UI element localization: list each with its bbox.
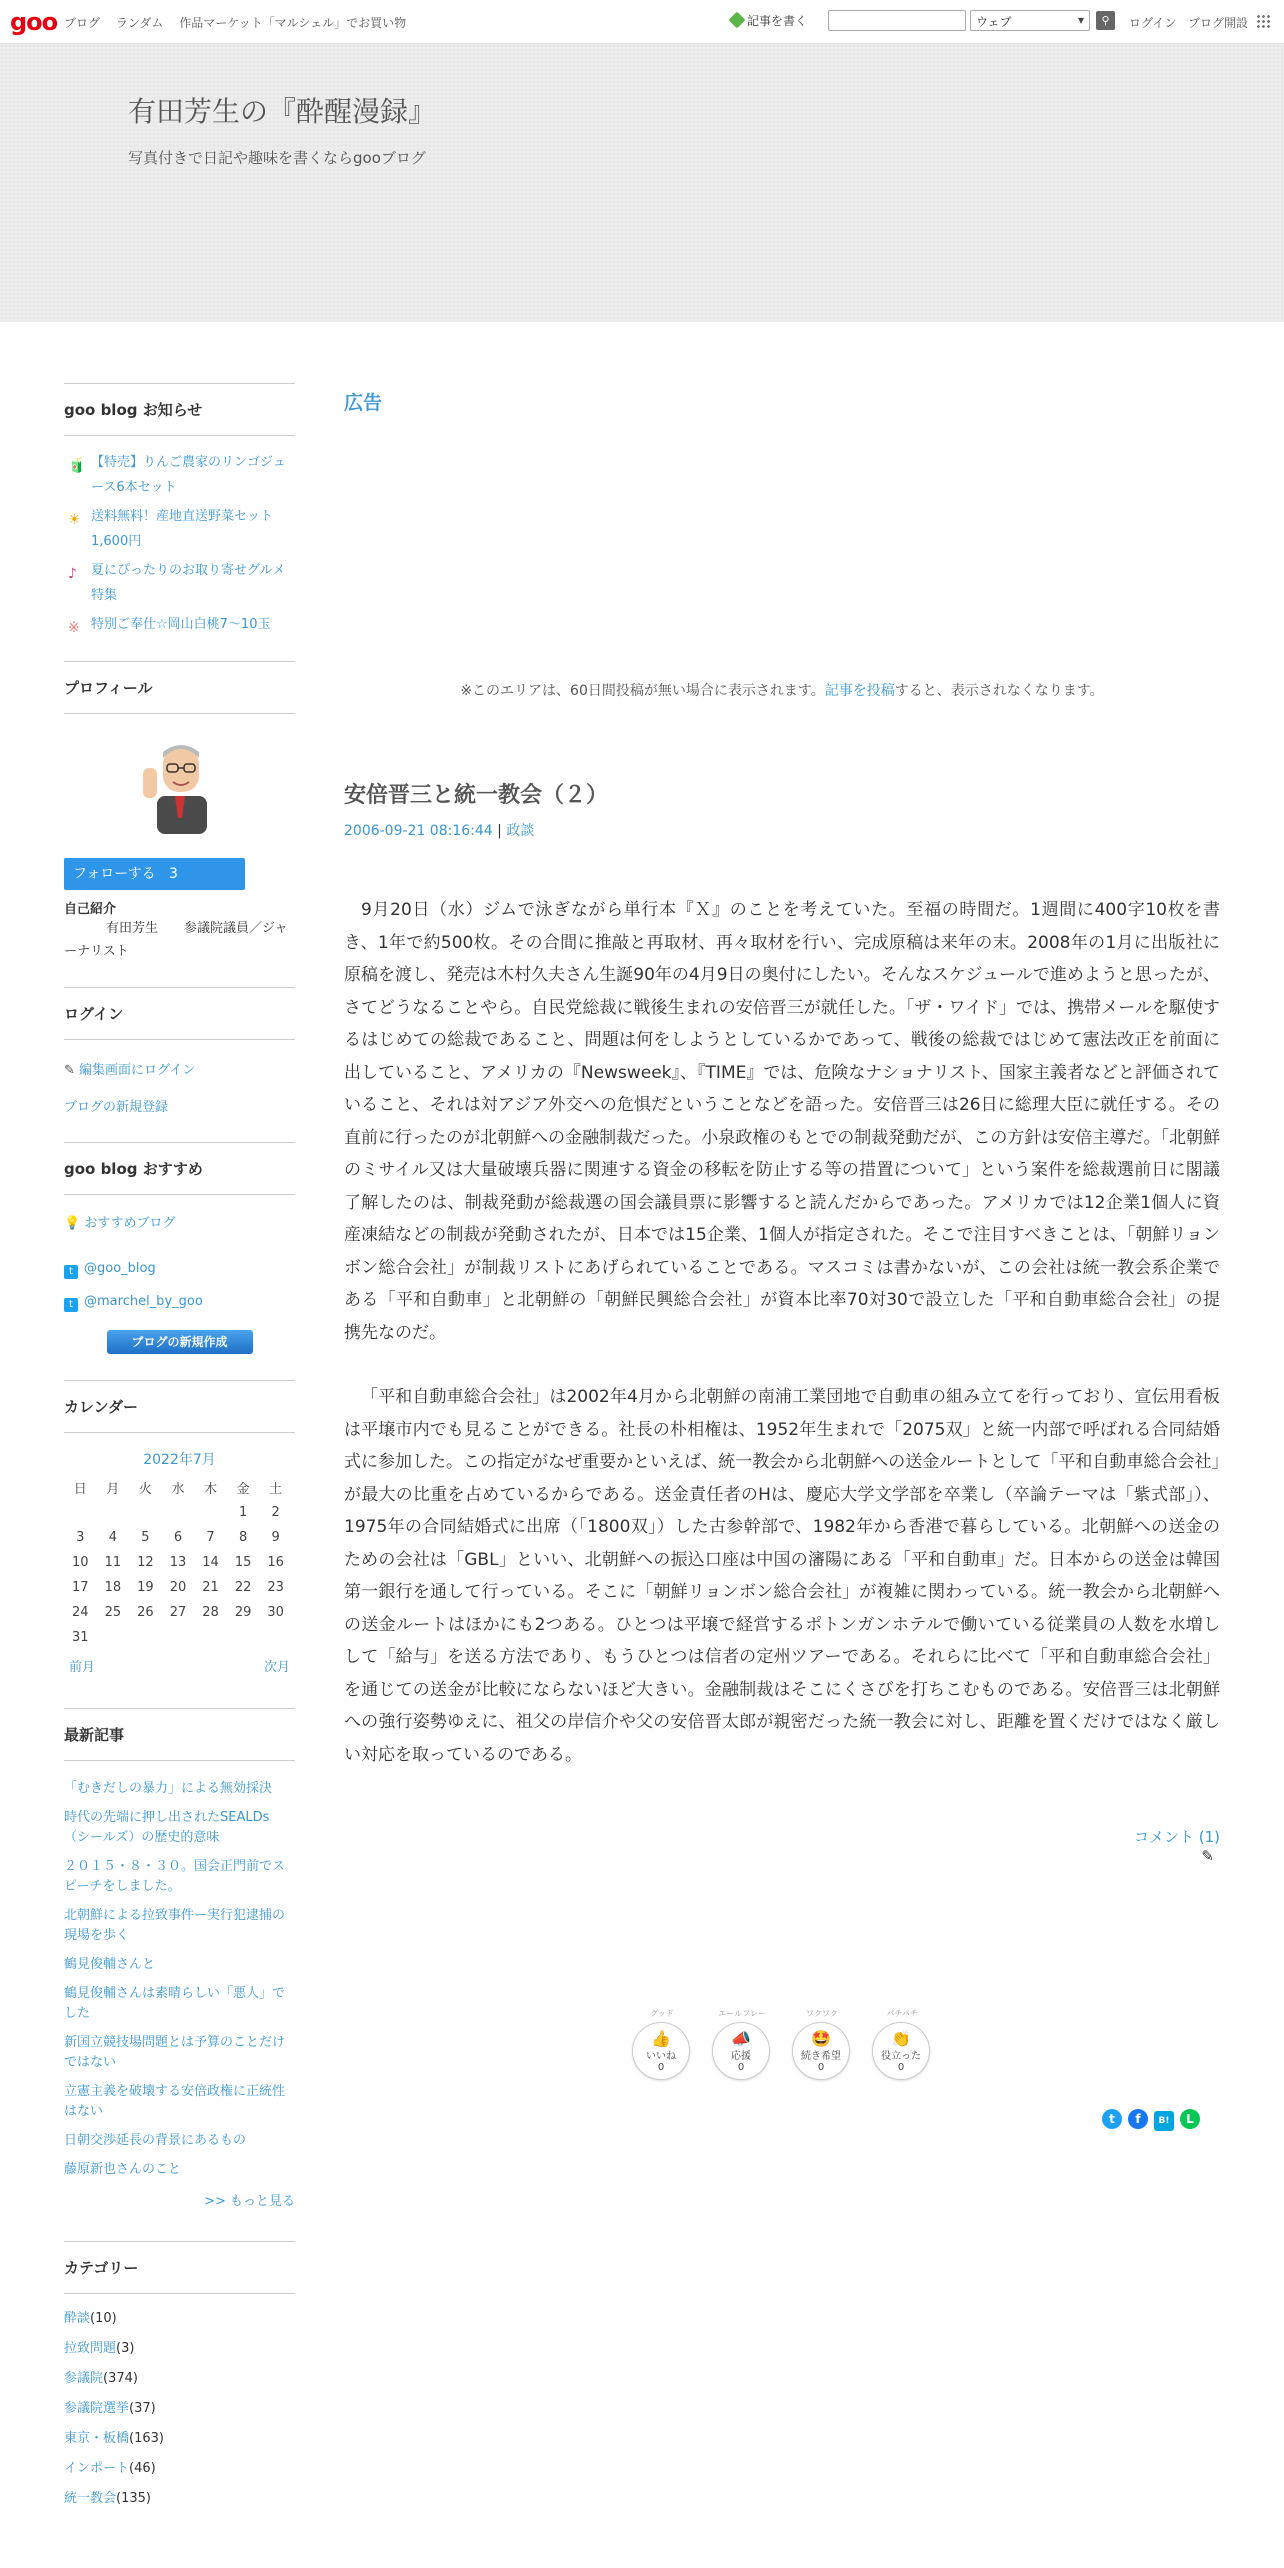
weekday: 日 xyxy=(73,1482,87,1497)
calendar-day: 20 xyxy=(169,1580,187,1595)
recent-link[interactable]: 時代の先端に押し出されたSEALDs（シールズ）の歴史的意味 xyxy=(64,1810,270,1845)
recommend-blog-label[interactable]: おすすめブログ xyxy=(84,1216,176,1231)
calendar-day: 17 xyxy=(72,1580,89,1595)
recent-item[interactable] xyxy=(64,1779,295,1799)
profile-heading: プロフィール xyxy=(64,661,295,714)
calendar-nav xyxy=(64,1656,295,1682)
calendar-day: 14 xyxy=(202,1555,219,1570)
reaction-count: 0 xyxy=(817,2062,825,2073)
calendar-day: 29 xyxy=(234,1605,252,1620)
calendar-day xyxy=(162,1500,195,1525)
calendar-prev-link[interactable]: 前月 xyxy=(69,1660,96,1675)
calendar-day: 12 xyxy=(137,1555,154,1570)
avatar xyxy=(135,738,225,834)
calendar-day: 31 xyxy=(72,1630,89,1645)
calendar-day: 22 xyxy=(234,1580,252,1595)
reaction-useful[interactable] xyxy=(872,2008,932,2080)
nav-marchel[interactable]: 作品マーケット「マルシェル」でお買い物 xyxy=(179,16,407,30)
entry-meta xyxy=(344,820,1220,840)
calendar-day: 26 xyxy=(137,1605,154,1620)
category-link[interactable]: 酔談 xyxy=(64,2311,91,2326)
calendar-day: 5 xyxy=(141,1530,150,1545)
calendar-day: 9 xyxy=(271,1530,280,1545)
pen-icon xyxy=(729,12,746,29)
recent-link[interactable]: 鶴見俊輔さんは素晴らしい「悪人」でした xyxy=(64,1986,286,2021)
calendar-month[interactable] xyxy=(64,1449,295,1469)
top-nav xyxy=(64,14,418,31)
category-count: (37) xyxy=(129,2401,156,2416)
notice-link[interactable]: 送料無料！産地直送野菜セット1,600円 xyxy=(91,509,274,549)
calendar-day: 4 xyxy=(108,1530,117,1545)
calendar-day xyxy=(129,1500,162,1525)
notice-item[interactable] xyxy=(64,450,295,500)
edit-login-link[interactable] xyxy=(64,1058,295,1083)
weekday: 月 xyxy=(106,1482,120,1497)
twitter-icon[interactable]: t xyxy=(1102,2109,1122,2129)
notice-link[interactable]: 夏にぴったりのお取り寄せグルメ特集 xyxy=(91,563,286,603)
recommend-list xyxy=(64,1195,295,1374)
reaction-top-label: ワクワク xyxy=(806,2009,838,2018)
calendar-day xyxy=(162,1625,195,1650)
calendar-day: 24 xyxy=(72,1605,89,1620)
category-count: (10) xyxy=(90,2311,117,2326)
pen-icon: ✎ xyxy=(64,1063,80,1078)
thumbs-up-icon: 👍 xyxy=(651,2029,671,2048)
reaction-bar xyxy=(632,2008,942,2088)
category-link[interactable]: 拉致問題 xyxy=(64,2341,117,2356)
post-article-link[interactable]: 記事を投稿 xyxy=(824,683,895,699)
category-item[interactable] xyxy=(64,2334,295,2364)
notice-item[interactable] xyxy=(64,612,295,637)
calendar-day: 15 xyxy=(234,1555,252,1570)
category-item[interactable] xyxy=(64,2304,295,2334)
blog-title[interactable]: 有田芳生の『酔醒漫録』 xyxy=(128,95,437,128)
reaction-top-label: パチパチ xyxy=(886,2009,918,2018)
weekday: 火 xyxy=(138,1482,152,1497)
calendar-day: 13 xyxy=(169,1555,187,1570)
recommend-blog-link[interactable] xyxy=(64,1211,295,1236)
main-content xyxy=(344,383,1220,1865)
calendar-day: 27 xyxy=(169,1605,187,1620)
ad-note-text: すると、表示されなくなります。 xyxy=(894,683,1104,699)
weekday: 土 xyxy=(269,1482,283,1497)
recent-more-link[interactable]: >> もっと見る xyxy=(204,2194,295,2209)
megaphone-icon: 📣 xyxy=(731,2029,751,2048)
reaction-top-label: エールフレー xyxy=(718,2009,766,2018)
recent-link[interactable]: 北朝鮮による拉致事件ー実行犯逮捕の現場を歩く xyxy=(64,1908,286,1943)
calendar-day: 8 xyxy=(238,1530,248,1545)
recent-item[interactable] xyxy=(64,2033,295,2073)
new-blog-link[interactable]: ブログの新規登録 xyxy=(64,1100,169,1115)
notice-link[interactable]: 特別ご奉仕☆岡山白桃7〜10玉 xyxy=(91,617,271,632)
entry-separator: | xyxy=(492,823,507,839)
category-count: (135) xyxy=(116,2491,151,2506)
notice-list xyxy=(64,436,295,661)
recent-item[interactable] xyxy=(64,1857,295,1897)
category-link[interactable]: 東京・板橋 xyxy=(64,2431,130,2446)
recent-link[interactable]: 新国立競技場問題とは予算のことだけではない xyxy=(64,2035,286,2070)
clap-icon: 👏 xyxy=(891,2029,911,2048)
entry-date-link[interactable]: 2006-09-21 08:16:44 xyxy=(344,823,493,839)
calendar-day xyxy=(194,1625,227,1650)
nav-random[interactable]: ランダム xyxy=(115,16,164,30)
recent-link[interactable]: 立憲主義を破壊する安倍政権に正統性はない xyxy=(64,2084,286,2119)
category-count: (163) xyxy=(129,2431,164,2446)
calendar-day: 21 xyxy=(202,1580,219,1595)
notice-heading: goo blog お知らせ xyxy=(64,383,295,436)
entry-paragraph: 「平和自動車総合会社」は2002年4月から北朝鮮の南浦工業団地で自動車の組み立てを行っており、宣伝用看板は平壌市内でも見ることができる。社長の朴相権は、1952年生まれで「2075双」と統一内部で呼ばれる合同結婚式に参加した。この指定がなぜ重要かといえば、統一教会から北朝鮮への送金ルートとして「平和自動車総合会社」が最大の比重を占めているからである。送金責任者のHは、慶応大学文学部を卒業し（卒論テーマは「紫式部」）、1975年の合同結婚式に出席（「1800双」）した古参幹部で、1982年から香港で暮らしている。北朝鮮への送金のための会社は「GBL」といい、北朝鮮への振込口座は中国の瀋陽にある「平和自動車」だ。日本からの送金は韓国第一銀行を通して行っている。そこに「朝鮮リョンボン総合会社」が複雑に関わっている。統一教会から北朝鮮への送金ルートはほかにも2つある。ひとつは平壌で経営するポトンガンホテルで働いている従業員の人数を水増しして「給与」を送る方法であり、もうひとつは信者の定州ツアーである。それらに比べて「平和自動車総合会社」を通じての送金が比較にならないほど大きい。金融制裁はそこにくさびを打ちこむものである。安倍晋三は北朝鮮への強行姿勢ゆえに、祖父の岸信介や父の安倍晋太郎が親密だった統一教会に対し、距離を置くだけではなく厳しい対応を取っているのである。 xyxy=(344,1387,1220,1765)
recent-item[interactable] xyxy=(64,2082,295,2122)
open-blog-link[interactable]: ブログ開設 xyxy=(1188,16,1249,30)
calendar-day: 25 xyxy=(104,1605,122,1620)
twitter-label[interactable]: @marchel_by_goo xyxy=(84,1294,203,1309)
sun-icon: ☀ xyxy=(68,512,81,528)
recent-item[interactable] xyxy=(64,2160,295,2180)
recent-link[interactable]: 藤原新也さんのこと xyxy=(64,2162,182,2177)
notice-link[interactable]: 【特売】りんご農家のリンゴジュース6本セット xyxy=(91,455,286,495)
follow-label: フォローする xyxy=(73,866,156,882)
blog-header xyxy=(0,44,1284,322)
ad-heading: 広告 xyxy=(344,392,383,414)
category-item[interactable] xyxy=(64,2484,295,2514)
category-count: (46) xyxy=(129,2461,156,2476)
calendar-day: 30 xyxy=(267,1605,284,1620)
recent-item[interactable] xyxy=(64,2131,295,2151)
write-article-button[interactable] xyxy=(731,12,807,29)
search-scope-select[interactable]: ウェブ ▾ xyxy=(970,10,1090,31)
bulb-icon: 💡 xyxy=(64,1216,85,1231)
calendar-day: 11 xyxy=(104,1555,122,1570)
peach-icon: ※ xyxy=(68,620,80,636)
category-item[interactable] xyxy=(64,2424,295,2454)
search-input[interactable] xyxy=(828,10,966,31)
reaction-cheer[interactable] xyxy=(712,2008,772,2080)
recent-item[interactable] xyxy=(64,1984,295,2024)
star-eyes-icon: 🤩 xyxy=(811,2029,831,2048)
reaction-like[interactable] xyxy=(632,2008,692,2080)
twitter-link[interactable] xyxy=(64,1289,295,1314)
music-icon: ♪ xyxy=(68,566,77,582)
recent-link[interactable]: ２０１５・８・３０。国会正門前でスピーチをしました。 xyxy=(64,1859,286,1894)
recent-item[interactable] xyxy=(64,1906,295,1946)
calendar-day: 28 xyxy=(202,1605,219,1620)
intro-text: 有田芳生 参議院議員／ジャーナリスト xyxy=(64,921,288,959)
top-bar xyxy=(0,0,1284,44)
reaction-label: 役立った xyxy=(881,2051,921,2062)
category-link[interactable]: 統一教会 xyxy=(64,2491,117,2506)
weekday: 金 xyxy=(236,1482,250,1497)
calendar-day xyxy=(259,1625,292,1650)
calendar-day: 23 xyxy=(267,1580,284,1595)
recent-list xyxy=(64,1761,295,2231)
calendar-day: 6 xyxy=(173,1530,183,1545)
category-list xyxy=(64,2294,295,2514)
category-count: (3) xyxy=(116,2341,135,2356)
reaction-count: 0 xyxy=(737,2062,745,2073)
recent-link[interactable]: 日朝交渉延長の背景にあるもの xyxy=(64,2133,247,2148)
reaction-count: 0 xyxy=(657,2062,665,2073)
new-blog-button[interactable]: ブログの新規作成 xyxy=(107,1330,253,1354)
calendar-day xyxy=(129,1625,162,1650)
calendar-day: 16 xyxy=(267,1555,284,1570)
weekday: 水 xyxy=(171,1482,185,1497)
category-heading: カテゴリー xyxy=(64,2241,295,2294)
juice-icon: 🧃 xyxy=(68,458,86,474)
reaction-label: 応援 xyxy=(731,2051,751,2062)
twitter-link[interactable] xyxy=(64,1256,295,1281)
reaction-top-label: グッド xyxy=(650,2009,674,2018)
category-item[interactable] xyxy=(64,2454,295,2484)
reaction-label: 続き希望 xyxy=(801,2051,841,2062)
calendar-day xyxy=(97,1500,130,1525)
calendar-day: 19 xyxy=(137,1580,154,1595)
twitter-icon: t xyxy=(64,1265,78,1279)
share-bar xyxy=(1096,2109,1200,2131)
twitter-icon: t xyxy=(64,1298,78,1312)
recent-link[interactable]: 「むきだしの暴力」による無効採決 xyxy=(64,1781,273,1796)
reaction-label: いいね xyxy=(646,2051,676,2062)
edit-pen-icon[interactable]: ✎ xyxy=(1201,1847,1214,1865)
calendar-day xyxy=(194,1500,227,1525)
calendar-month-link[interactable]: 2022年7月 xyxy=(143,1452,216,1468)
reaction-more[interactable] xyxy=(792,2008,852,2080)
recent-item[interactable] xyxy=(64,1808,295,1848)
category-link[interactable]: インポート xyxy=(64,2461,130,2476)
calendar-next-link[interactable]: 次月 xyxy=(263,1660,290,1675)
entry-title[interactable]: 安倍晋三と統一教会（２） xyxy=(344,783,609,808)
recent-link[interactable]: 鶴見俊輔さんと xyxy=(64,1957,156,1972)
category-item[interactable] xyxy=(64,2394,295,2424)
comment-row xyxy=(344,1826,1220,1847)
notice-item[interactable] xyxy=(64,558,295,608)
reaction-count: 0 xyxy=(897,2062,905,2073)
weekday: 木 xyxy=(204,1482,218,1497)
recommend-heading: goo blog おすすめ xyxy=(64,1142,295,1195)
calendar-day: 3 xyxy=(76,1530,85,1545)
edit-login-label[interactable]: 編集画面にログイン xyxy=(79,1063,196,1078)
follow-count: 3 xyxy=(168,866,178,882)
intro-heading: 自己紹介 xyxy=(64,902,117,917)
calendar-day xyxy=(227,1625,260,1650)
ad-note-text: ※このエリアは、60日間投稿が無い場合に表示されます。 xyxy=(460,683,825,699)
calendar-day: 10 xyxy=(72,1555,89,1570)
twitter-label[interactable]: @goo_blog xyxy=(84,1261,156,1276)
goo-logo[interactable]: goo xyxy=(10,8,58,36)
comment-link[interactable]: コメント (1) xyxy=(1133,1828,1220,1846)
entry-body xyxy=(344,894,1220,1771)
login-list xyxy=(64,1040,295,1142)
category-link[interactable]: 参議院選挙 xyxy=(64,2401,130,2416)
ad-note xyxy=(344,680,1220,700)
entry-paragraph: 9月20日（水）ジムで泳ぎながら単行本『Ｘ』のことを考えていた。至福の時間だ。1週間に400字10枚を書き、1年で約500枚。その合間に推敲と再取材、再々取材を行い、完成原稿は来年の末。2008年の1月に出版社に原稿を渡し、発売は木村久夫さん生誕90年の4月9日の奥付にしたい。そんなスケジュールで進めようと思ったが、さてどうなることやら。自民党総裁に戦後生まれの安倍晋三が就任した。「ザ・ワイド」では、携帯メールを駆使するはじめての総裁であること、問題は何をしようとしているかであって、戦後の総裁ではじめて憲法改正を前面に出していること、アメリカの『Newsweek』、『TIME』では、危険なナショナリスト、国家主義者などと評価されていること、それは対アジア外交への危惧だということなどを語った。安倍晋三は26日に総理大臣に就任する。その直前に行ったのが北朝鮮への金融制裁だった。小泉政権のもとでの制裁発動だが、この方針は安倍主導だ。「北朝鮮のミサイル又は大量破壊兵器に関連する資金の移転を防止する等の措置について」という案件を総裁選前日に閣議了解したのは、制裁発動が総裁選の国会議員票に影響すると読んだからであった。アメリカでは12企業1個人に資産凍結などの制裁が発動されたが、日本では15企業、1個人が指定された。そこで注目すべきことは、「朝鮮リョンボン総合会社」が制裁リストにあげられていることである。マスコミは書かないが、この会社は統一教会系企業である「平和自動車」と北朝鮮の「朝鮮民興総合会社」が資本比率70対30で設立した「平和自動車総合会社」の提携先なのだ。 xyxy=(344,900,1220,1343)
hatena-icon[interactable]: B! xyxy=(1154,2111,1174,2131)
calendar-day xyxy=(97,1625,130,1650)
facebook-icon[interactable]: f xyxy=(1128,2109,1148,2129)
line-icon[interactable]: L xyxy=(1180,2109,1200,2129)
notice-item[interactable] xyxy=(64,504,295,554)
nav-blog[interactable]: ブログ xyxy=(64,16,101,30)
login-link[interactable]: ログイン xyxy=(1129,16,1177,30)
category-count: (374) xyxy=(103,2371,138,2386)
entry-category-link[interactable]: 政談 xyxy=(506,823,535,839)
search-icon[interactable]: ⚲ xyxy=(1096,11,1115,30)
recent-heading: 最新記事 xyxy=(64,1708,295,1761)
category-item[interactable] xyxy=(64,2364,295,2394)
category-link[interactable]: 参議院 xyxy=(64,2371,104,2386)
calendar-day xyxy=(64,1500,97,1525)
write-article-label: 記事を書く xyxy=(747,14,808,28)
calendar-table xyxy=(64,1475,292,1650)
sidebar xyxy=(64,383,295,2514)
calendar-day: 1 xyxy=(238,1505,248,1520)
follow-button[interactable] xyxy=(64,858,245,890)
blog-description: 写真付きで日記や趣味を書くならgooブログ xyxy=(128,149,426,167)
calendar-day: 18 xyxy=(104,1580,122,1595)
login-heading: ログイン xyxy=(64,987,295,1040)
apps-grid-icon[interactable] xyxy=(1256,14,1271,29)
calendar-heading: カレンダー xyxy=(64,1380,295,1433)
calendar-day: 2 xyxy=(271,1505,280,1520)
recent-item[interactable] xyxy=(64,1955,295,1975)
calendar-day: 7 xyxy=(206,1530,215,1545)
